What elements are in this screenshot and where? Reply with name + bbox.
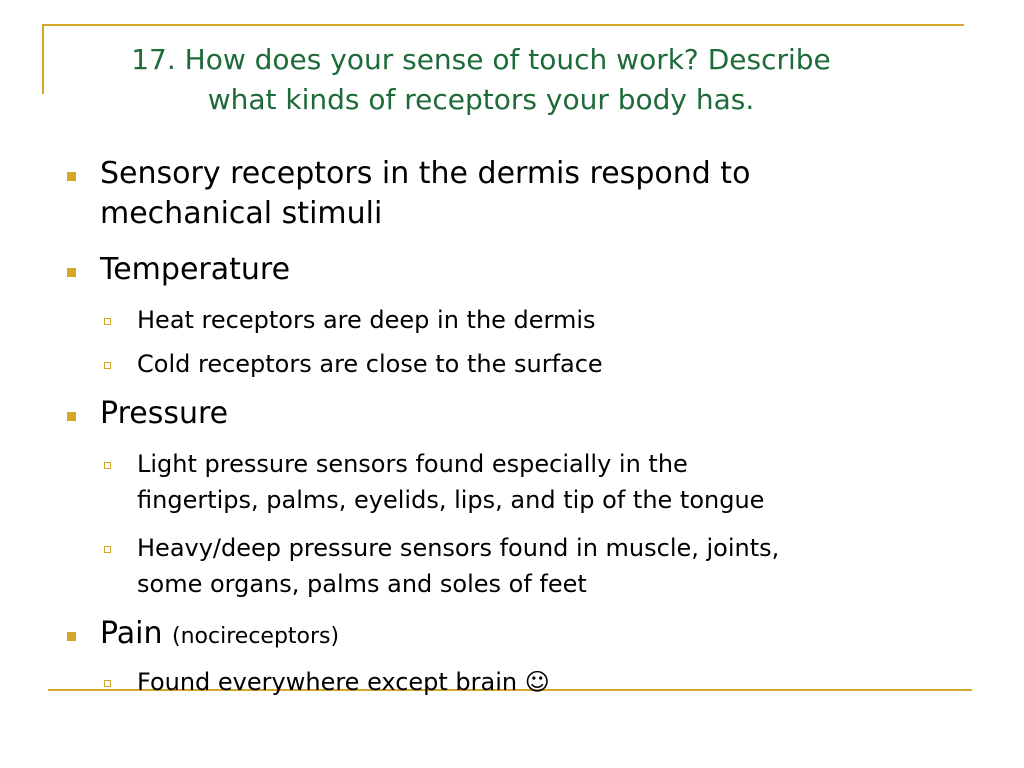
- bullet-temperature: Temperature: [100, 252, 291, 287]
- bullet-pain-label: Pain: [100, 616, 163, 651]
- bullet-pain: [100, 616, 960, 655]
- hollow-square-bullet-icon: [104, 680, 111, 687]
- square-bullet-icon: [67, 268, 76, 277]
- hollow-square-bullet-icon: [104, 362, 111, 369]
- sub-bullet-found-text: Found everywhere except brain: [137, 668, 518, 696]
- square-bullet-icon: [67, 632, 76, 641]
- bullet-sensory-line-1: Sensory receptors in the dermis respond to: [100, 156, 751, 191]
- square-bullet-icon: [67, 412, 76, 421]
- sub-bullet-heavy-line-1: Heavy/deep pressure sensors found in muscle, joints,: [137, 534, 780, 562]
- sub-bullet-found: [137, 666, 957, 698]
- hollow-square-bullet-icon: [104, 462, 111, 469]
- sub-bullet-light-line-2: fingertips, palms, eyelids, lips, and tip of the tongue: [137, 486, 765, 514]
- bullet-pressure: Pressure: [100, 396, 229, 431]
- smiley-icon: ☺: [524, 668, 550, 696]
- hollow-square-bullet-icon: [104, 546, 111, 553]
- sub-bullet-heat: Heat receptors are deep in the dermis: [137, 306, 596, 334]
- sub-bullet-heavy-line-2: some organs, palms and soles of feet: [137, 570, 587, 598]
- square-bullet-icon: [67, 172, 76, 181]
- hollow-square-bullet-icon: [104, 318, 111, 325]
- bullet-pain-note: (nocireceptors): [172, 624, 340, 649]
- sub-bullet-light-line-1: Light pressure sensors found especially in the: [137, 450, 688, 478]
- bullet-sensory-line-2: mechanical stimuli: [100, 196, 383, 231]
- title-line-2: what kinds of receptors your body has.: [207, 83, 755, 116]
- title-line-1: 17. How does your sense of touch work? Describe: [131, 43, 831, 76]
- sub-bullet-cold: Cold receptors are close to the surface: [137, 350, 603, 378]
